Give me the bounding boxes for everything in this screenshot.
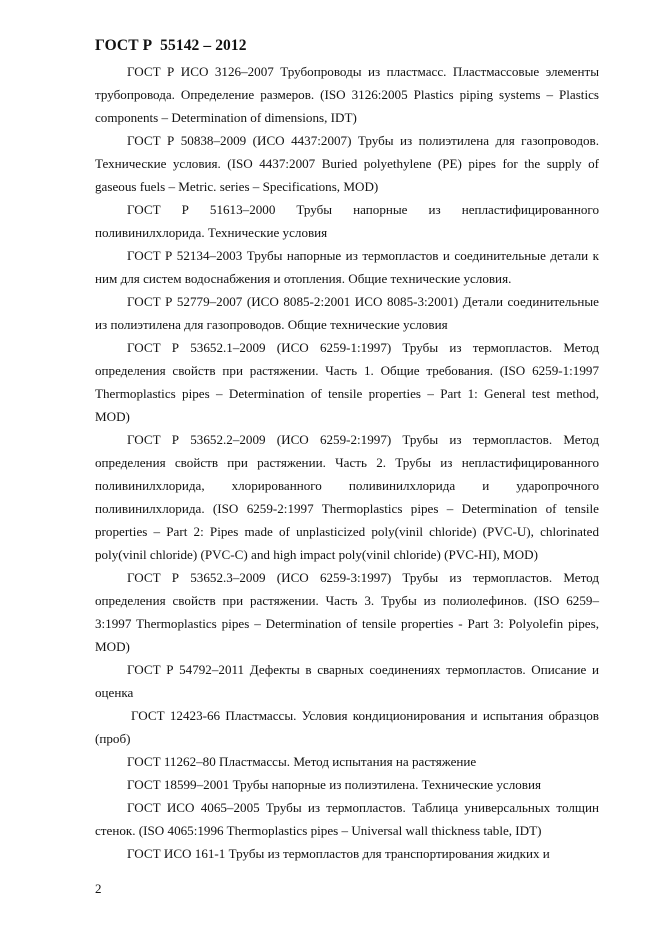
- reference-item: ГОСТ Р 54792–2011 Дефекты в сварных соединениях термопластов. Описание и оценка: [95, 662, 599, 700]
- reference-item: ГОСТ 12423-66 Пластмассы. Условия кондиционирования и испытания образцов (проб): [95, 708, 599, 746]
- reference-item: ГОСТ Р ИСО 3126–2007 Трубопроводы из пластмасс. Пластмассовые элементы трубопровода. Определение размеров. (ISO 3126:2005 Plastics piping systems – Plastics components – Determination of dimensions, IDT): [95, 64, 599, 125]
- reference-item: ГОСТ Р 50838–2009 (ИСО 4437:2007) Трубы из полиэтилена для газопроводов. Технические условия. (ISO 4437:2007 Buried polyethylene (PE) pipes for the supply of gaseous fuels – Metric. series – Specifications, MOD): [95, 133, 599, 194]
- normative-references: [95, 60, 599, 865]
- document-header: ГОСТ Р 55142 – 2012: [95, 37, 247, 54]
- page-number: 2: [95, 881, 102, 896]
- reference-item: ГОСТ 11262–80 Пластмассы. Метод испытания на растяжение: [127, 754, 477, 769]
- reference-item: ГОСТ Р 52779–2007 (ИСО 8085-2:2001 ИСО 8085-3:2001) Детали соединительные из полиэтилена для газопроводов. Общие технические условия: [95, 294, 599, 332]
- reference-item: ГОСТ Р 53652.1–2009 (ИСО 6259-1:1997) Трубы из термопластов. Метод определения свойств при растяжении. Часть 1. Общие требования. (ISO 6259-1:1997 Thermoplastics pipes – Determination of tensile properties – Part 1: General test method, MOD): [95, 340, 599, 424]
- reference-item: ГОСТ 18599–2001 Трубы напорные из полиэтилена. Технические условия: [127, 777, 541, 792]
- reference-item: ГОСТ Р 52134–2003 Трубы напорные из термопластов и соединительные детали к ним для систем водоснабжения и отопления. Общие технические условия.: [95, 248, 599, 286]
- reference-item: ГОСТ ИСО 4065–2005 Трубы из термопластов. Таблица универсальных толщин стенок. (ISO 4065:1996 Thermoplastics pipes – Universal wall thickness table, IDT): [95, 800, 599, 838]
- reference-item: ГОСТ Р 53652.3–2009 (ИСО 6259-3:1997) Трубы из термопластов. Метод определения свойств при растяжении. Часть 3. Трубы из полиолефинов. (ISO 6259–3:1997 Thermoplastics pipes – Determination of tensile properties - Part 3: Polyolefin pipes, MOD): [95, 570, 599, 654]
- reference-item: ГОСТ ИСО 161-1 Трубы из термопластов для транспортирования жидких и: [127, 846, 550, 861]
- reference-item: ГОСТ Р 51613–2000 Трубы напорные из непластифицированного поливинилхлорида. Технические условия: [95, 202, 599, 240]
- reference-item: ГОСТ Р 53652.2–2009 (ИСО 6259-2:1997) Трубы из термопластов. Метод определения свойств при растяжении. Часть 2. Трубы из непластифицированного поливинилхлорида, хлорированного поливинилхлорида и ударопрочного поливинилхлорида. (ISO 6259-2:1997 Thermoplastics pipes – Determination of tensile properties – Part 2: Pipes made of unplasticized poly(vinil chloride) (PVC-U), chlorinated poly(vinil chloride) (PVC-C) and high impact poly(vinil chloride) (PVC-HI), MOD): [95, 432, 599, 562]
